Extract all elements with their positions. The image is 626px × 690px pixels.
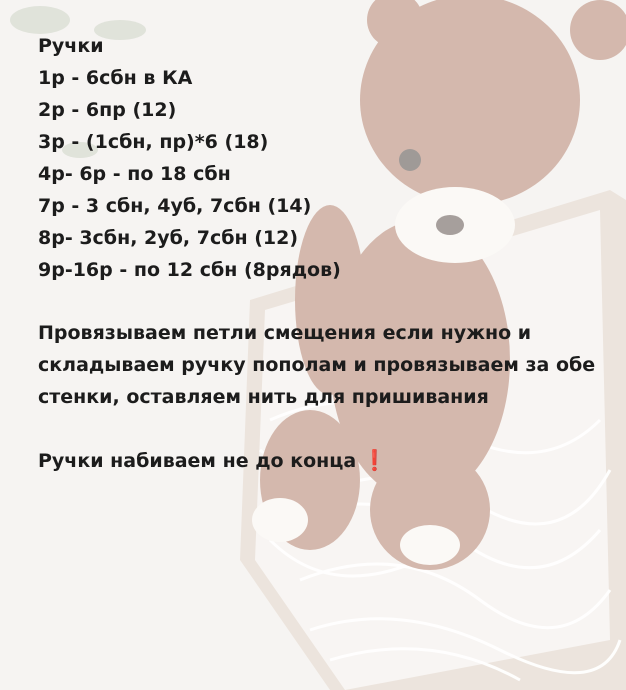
row-5: 7р - 3 сбн, 4уб, 7сбн (14) <box>38 195 312 217</box>
row-7: 9р-16р - по 12 сбн (8рядов) <box>38 259 341 281</box>
exclamation-icon: ❗ <box>362 448 388 472</box>
row-6: 8р- 3сбн, 2уб, 7сбн (12) <box>38 227 299 249</box>
note-text: Ручки набиваем не до конца <box>38 450 357 472</box>
row-2: 2р - 6пр (12) <box>38 99 177 121</box>
paragraph-line-2: складываем ручку пополам и провязываем за обе <box>38 354 596 376</box>
section-title: Ручки <box>38 35 104 57</box>
row-4: 4р- 6р - по 18 сбн <box>38 163 231 185</box>
row-1: 1р - 6сбн в КА <box>38 67 193 89</box>
instructions-paragraph <box>38 317 626 413</box>
note-line <box>38 444 626 476</box>
paragraph-line-1: Провязываем петли смещения если нужно и <box>38 322 532 344</box>
row-3: 3р - (1сбн, пр)*6 (18) <box>38 131 269 153</box>
paragraph-line-3: стенки, оставляем нить для пришивания <box>38 386 489 408</box>
pattern-text <box>38 30 626 476</box>
